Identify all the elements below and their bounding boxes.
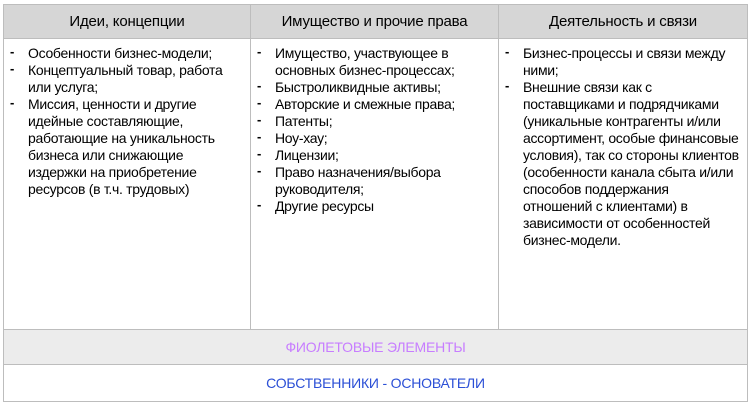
ideas-cell — [4, 39, 250, 329]
list-item: - Быстроликвидные активы; — [257, 79, 492, 96]
list-item: - Особенности бизнес-модели; — [10, 45, 244, 62]
list-item: - Внешние связи как с поставщиками и подрядчиками (уникальные контрагенты и/или ассортимент, особые финансовые условия), так со стороны клиентов (особенности канала сбыта и/или способов поддержания отношений с клиентами) в зависимости от особенностей бизнес-модели. — [505, 79, 741, 249]
activity-cell — [498, 39, 747, 329]
list-item: - Имущество, участвующее в основных бизнес-процессах; — [257, 45, 492, 79]
list-item: - Авторские и смежные права; — [257, 96, 492, 113]
owners-founders-row — [4, 365, 747, 401]
resources-table — [3, 4, 748, 402]
header-property: Имущество и прочие права — [250, 5, 498, 38]
list-item: - Миссия, ценности и другие идейные составляющие, работающие на уникальность бизнеса или снижающие издержки на приобретение ресурсов (в т.ч. трудовых) — [10, 96, 244, 198]
violet-elements-row — [4, 330, 747, 365]
activity-list — [505, 45, 741, 249]
list-item: - Право назначения/выбора руководителя; — [257, 164, 492, 198]
owners-founders-label: СОБСТВЕННИКИ - ОСНОВАТЕЛИ — [266, 375, 485, 391]
table-header-row — [4, 5, 747, 39]
list-item: - Ноу-хау; — [257, 130, 492, 147]
list-item: - Бизнес-процессы и связи между ними; — [505, 45, 741, 79]
header-activity: Деятельность и связи — [498, 5, 747, 38]
ideas-list — [10, 45, 244, 198]
property-list — [257, 45, 492, 215]
header-ideas: Идеи, концепции — [69, 13, 185, 30]
list-item: - Концептуальный товар, работа или услуга; — [10, 62, 244, 96]
violet-elements-label: ФИОЛЕТОВЫЕ ЭЛЕМЕНТЫ — [285, 339, 466, 355]
list-item: - Патенты; — [257, 113, 492, 130]
property-cell — [250, 39, 498, 329]
list-item: - Другие ресурсы — [257, 198, 492, 215]
table-body-row — [4, 39, 747, 330]
list-item: - Лицензии; — [257, 147, 492, 164]
